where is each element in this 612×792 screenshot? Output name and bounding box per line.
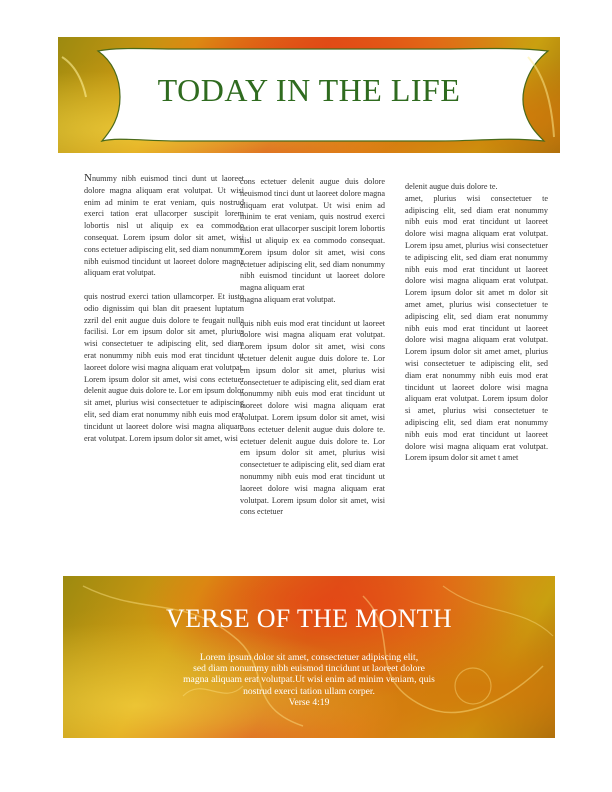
verse-line: Lorem ipsum dolor sit amet, consectetuer adipiscing elit, [199, 652, 419, 663]
paragraph: cons ectetuer delenit augue duis dolore neuismod tinci dunt ut laoreet dolore magna aliquam erat volutpat. Ut wisi enim ad minim te erat veniam, quis nostrud exerci tation erat ullacorper suscipit lorem lobortis nisl ut aliquip ex ea commodo consequat. Lorem ipsum dolor sit amet, wisi cons ectetuer adipiscing elit, sed diam nonummy nibh euismod tincidunt ut laoreet dolore magna aliquam erat [240, 177, 385, 293]
article-column-1 [84, 173, 244, 456]
header-banner [58, 37, 560, 153]
paragraph: magna aliquam erat volutpat. [240, 294, 336, 304]
verse-banner [63, 576, 555, 738]
article-column-2 [240, 176, 385, 530]
verse-line: nostrud exerci tation ullam corper. [243, 685, 375, 697]
verse-line: sed diam nonummy nibh euismod tincidunt ut laoreet dolore [193, 663, 425, 675]
paragraph: quis nostrud exerci tation ullamcorper. Et iusto odio dignissim qui blan dit praesent luptatum zzril del enit augue duis dolore te feugait nulla facilisi. Lor em ipsum dolor sit amet, plurius wisi consectetuer te adipiscing elit, sed diam erat nonummy nibh euis mod erat tincidunt ut laoreet dolore wisi magna aliquam erat volutpat. Lorem ipsum dolor sit amet, wisi cons ectetuer delenit augue duis dolore te. Lor em ipsum dolor sit amet, plurius wisi consectetuer te adipiscing elit, sed diam erat nonummy nibh euis mod erat tincidunt ut laoreet dolore wisi magna aliquam erat volutpat. Lorem ipsum dolor sit amet, wisi [84, 291, 244, 443]
verse-line: magna aliquam erat volutpat.Ut wisi enim ad minim veniam, quis [183, 674, 435, 686]
verse-title: VERSE OF THE MONTH [166, 604, 452, 633]
verse-text [123, 652, 495, 708]
paragraph: amet, plurius wisi consectetuer te adipiscing elit, sed diam erat nonummy nibh euis mod erat tincidunt ut laoreet dolore wisi magna aliquam erat volutpat. Lorem ipsu amet, plurius wisi consectetuer te adipiscing elit, sed diam erat nonummy nibh euis mod erat tincidunt ut laoreet dolore wisi magna aliquam erat volutpat. Lorem ipsum dolor sit amet m dolor sit amet amet, plurius wisi consectetuer te adipiscing elit, sed diam erat nonummy nibh euis mod erat tincidunt ut laoreet dolore wisi magna aliquam erat volutpat. Lorem ipsum dolor sit amet amet, plurius wisi consectetuer te adipiscing elit, sed diam erat nonummy nibh euis mod erat tincidunt ut laoreet dolore wisi magna aliquam erat volutpat. Lorem ipsum dolor si amet, plurius wisi consectetuer te adipiscing elit, sed diam erat nonummy nibh euis mod erat tincidunt ut laoreet dolore wisi magna aliquam erat volutpat. Lorem ipsum dolor sit amet t amet [405, 193, 548, 463]
verse-reference: Verse 4:19 [288, 696, 330, 708]
paragraph [84, 173, 244, 279]
article-column-3 [405, 181, 548, 476]
paragraph-text: nummy nibh euismod tinci dunt ut laoreet dolore magna aliquam erat volutpat. Ut wisi enim ad minim te erat veniam, quis nostrud exerci tation erat ullacorper suscipit lorem lobortis nisl ut aliquip ex ea commodo consequat. Lorem ipsum dolor sit amet, wisi cons ectetuer adipiscing elit, sed diam nonummy nibh euismod tincidunt ut laoreet dolore magna aliquam erat volutpat. [84, 174, 244, 278]
drop-cap: N [84, 172, 92, 184]
paragraph: quis nibh euis mod erat tincidunt ut laoreet dolore wisi magna aliquam erat volutpat. Lorem ipsum dolor sit amet, wisi cons ectetuer delenit augue duis dolore te. Lor em ipsum dolor sit amet, plurius wisi consectetuer te adipiscing elit, sed diam erat nonummy nibh euis mod erat tincidunt ut laoreet dolore wisi magna aliquam erat volutpat. Lorem ipsum dolor sit amet, wisi cons ectetuer delenit augue duis dolore te. ectetuer delenit augue duis dolore te. Lor em ipsum dolor sit amet, plurius wisi consectetuer te adipiscing elit, sed diam erat nonummy nibh euis mod erat tincidunt ut laoreet dolore wisi magna aliquam erat volutpat. Lorem ipsum dolor sit amet, wisi cons ectetuer [240, 318, 385, 517]
page-title: TODAY IN THE LIFE [157, 72, 461, 108]
paragraph: delenit augue duis dolore te. [405, 182, 498, 191]
